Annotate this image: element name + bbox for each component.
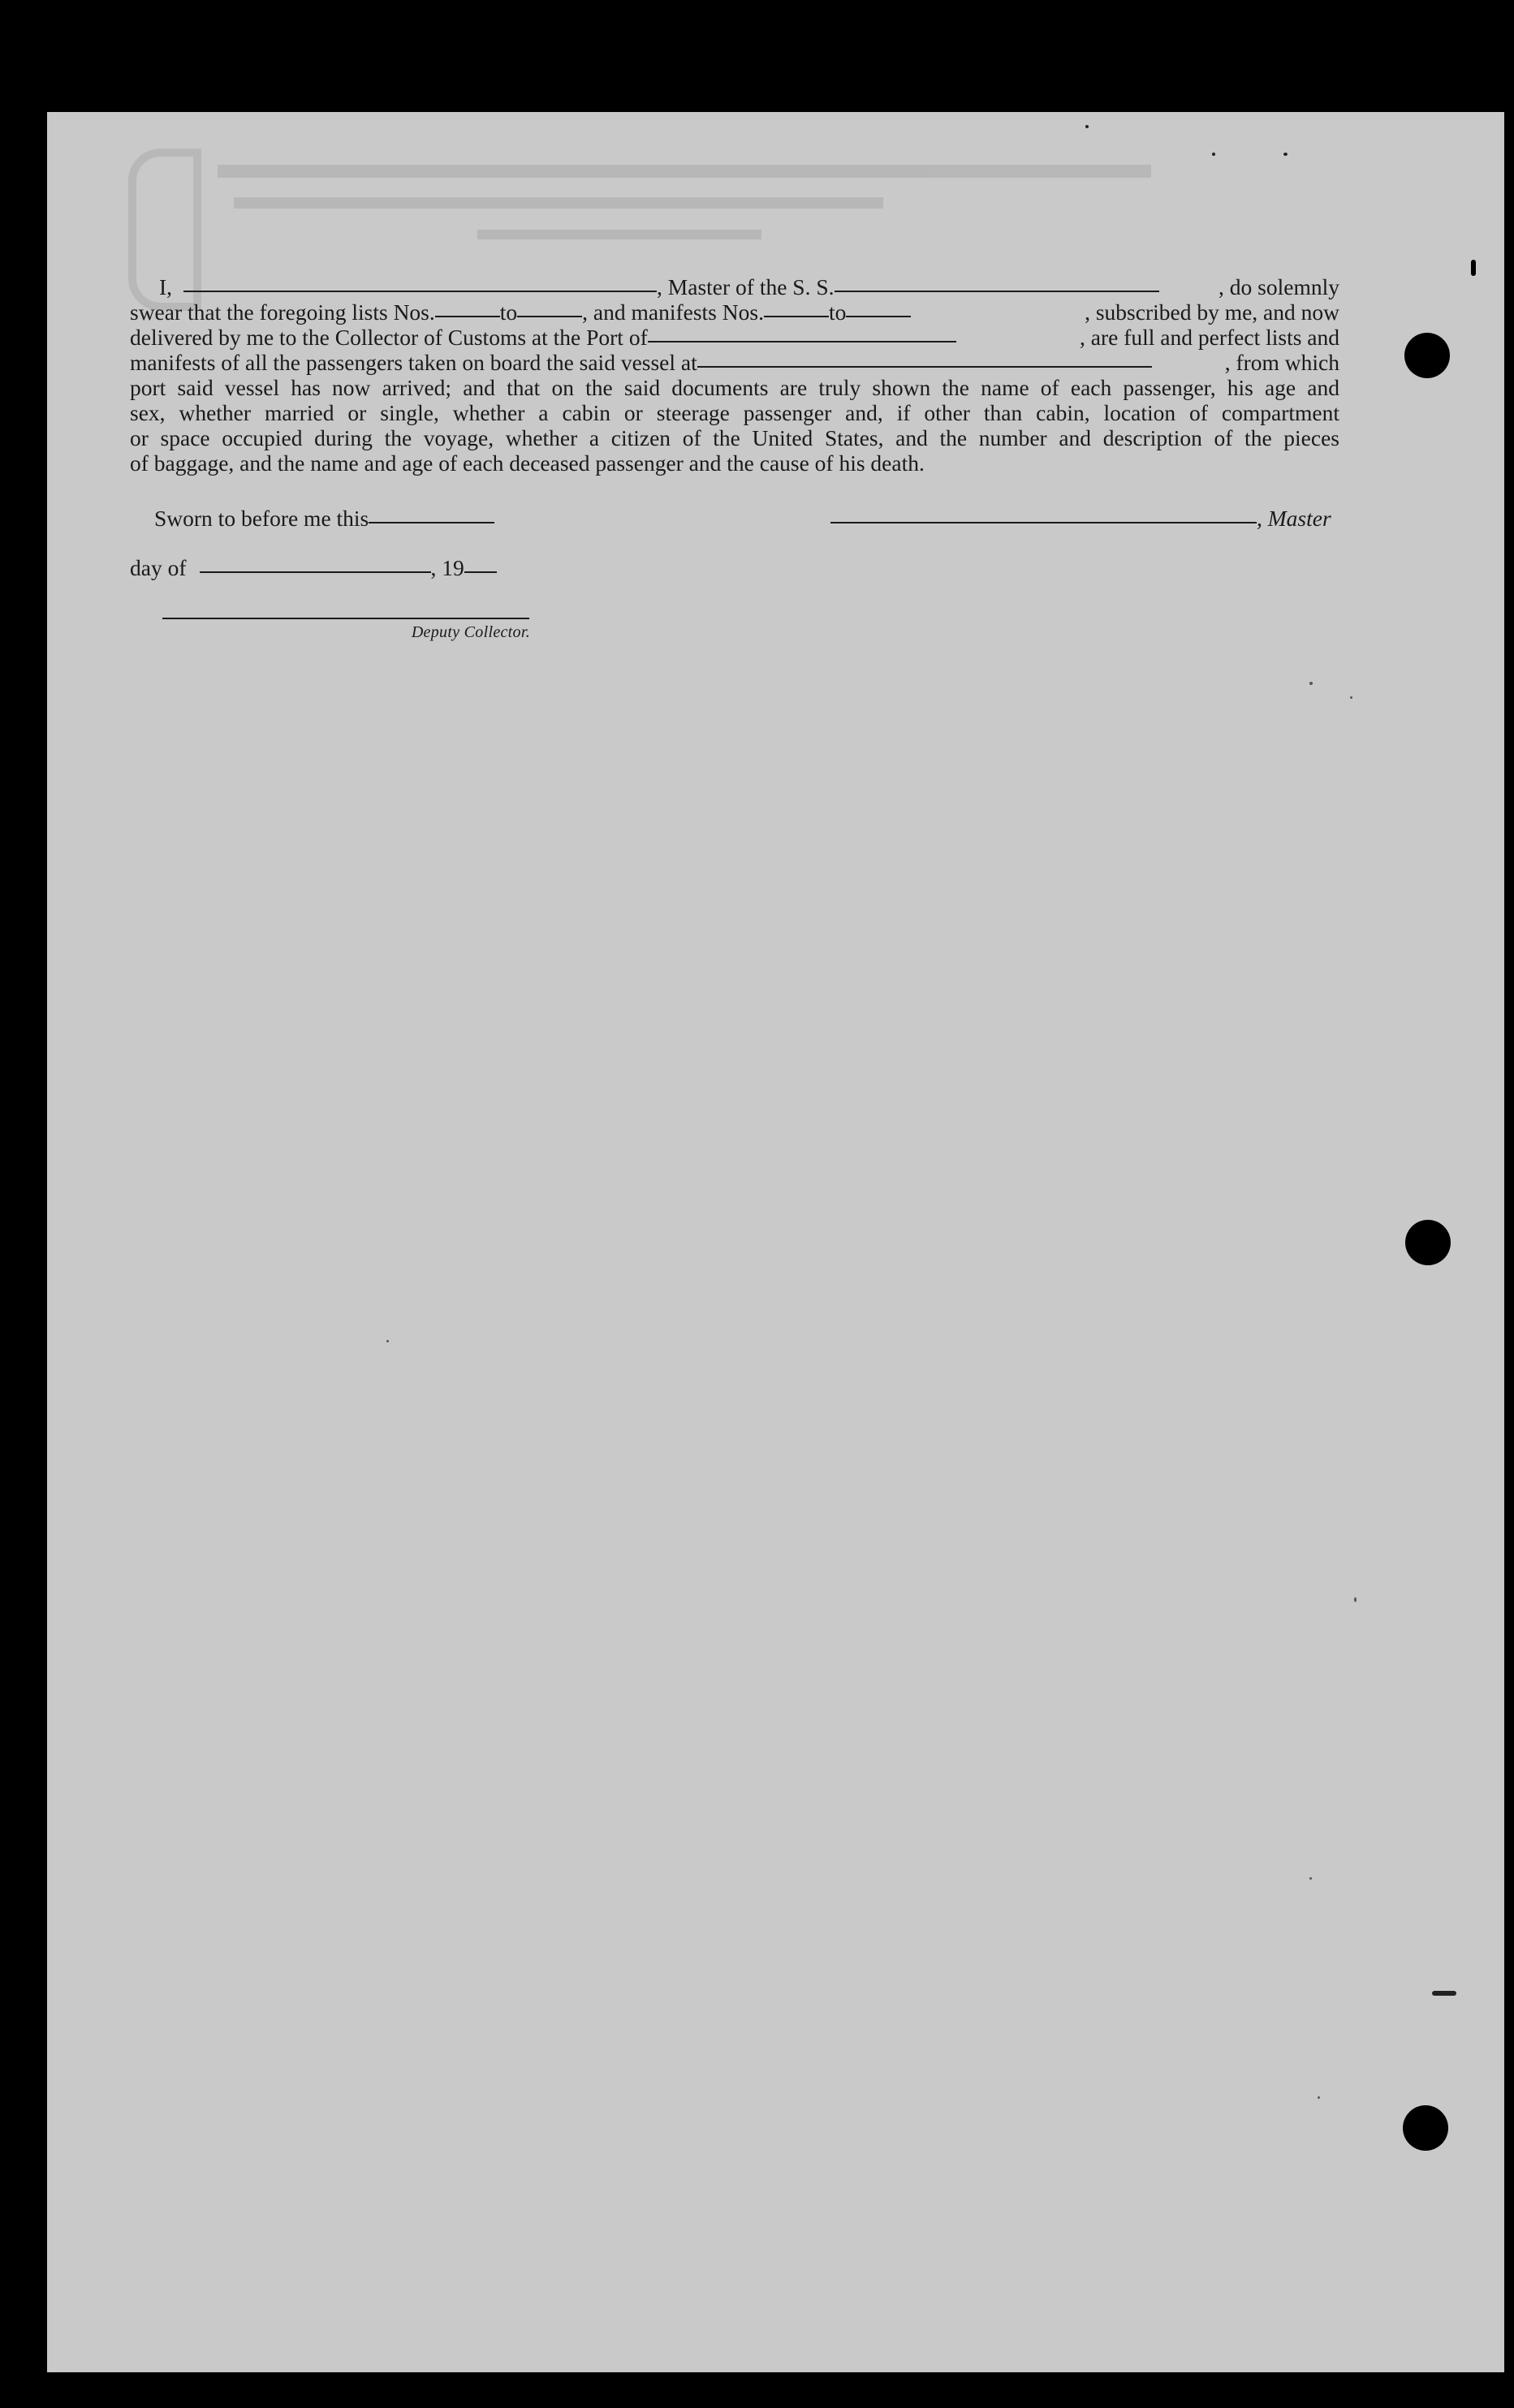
- manifests-from-blank: [764, 316, 829, 317]
- day-of-line: [130, 555, 497, 581]
- oath-line-6: sex, whether married or single, whether a cabin or steerage passenger and, if other than cabin, location of compartment: [130, 400, 1339, 425]
- edge-speck: [1471, 260, 1476, 276]
- edge-speck: [1212, 153, 1215, 156]
- sworn-day-blank: [369, 522, 494, 523]
- edge-speck: [1422, 349, 1442, 354]
- oath-text-port: delivered by me to the Collector of Customs at the Port of: [130, 325, 648, 350]
- oath-text-manifests: , and manifests Nos.: [582, 299, 764, 325]
- sworn-text: Sworn to before me this: [154, 506, 369, 531]
- oath-line-3: [130, 325, 1339, 350]
- master-signature: [830, 506, 1331, 532]
- dust-speck: [1318, 2096, 1320, 2099]
- lists-to-blank: [517, 316, 582, 317]
- oath-line-5: port said vessel has now arrived; and that on the said documents are truly shown the name of each passenger, his age and: [130, 375, 1339, 400]
- oath-text-subscribed: , subscribed by me, and now: [1085, 299, 1339, 325]
- edge-speck: [1283, 153, 1288, 156]
- master-suffix: , Master: [1257, 506, 1331, 531]
- sworn-statement: [154, 506, 494, 532]
- oath-text-to-2: to: [828, 299, 847, 325]
- dust-speck: [1350, 696, 1352, 699]
- oath-text-solemnly: , do solemnly: [1219, 274, 1339, 299]
- document-page: [47, 112, 1504, 2372]
- edge-speck: [1432, 1991, 1456, 1996]
- oath-text-from-which: , from which: [1224, 350, 1339, 375]
- punch-hole-bottom: [1403, 2105, 1448, 2151]
- ship-name-blank: [835, 291, 1159, 292]
- day-of-text: day of: [130, 555, 187, 580]
- dust-speck: [1309, 1877, 1312, 1880]
- year-text: , 19: [430, 555, 464, 580]
- dust-speck: [1354, 1597, 1357, 1602]
- departure-port-blank: [697, 366, 1152, 368]
- oath-line-2: [130, 299, 1339, 325]
- oath-text-full: , are full and perfect lists and: [1080, 325, 1339, 350]
- oath-text-to-1: to: [499, 299, 518, 325]
- edge-speck: [1085, 125, 1089, 128]
- oath-text-vessel-at: manifests of all the passengers taken on board the said vessel at: [130, 350, 697, 375]
- oath-line-8: of baggage, and the name and age of each deceased passenger and the cause of his death.: [130, 450, 925, 476]
- oath-text-master-of: , Master of the S. S.: [657, 274, 835, 299]
- month-blank: [200, 571, 431, 573]
- master-name-blank: [183, 291, 657, 292]
- oath-line-7: or space occupied during the voyage, whether a citizen of the United States, and the number and description of the pieces: [130, 425, 1339, 450]
- oath-text-i: I,: [159, 274, 173, 299]
- oath-text-lists: swear that the foregoing lists Nos.: [130, 299, 435, 325]
- oath-line-4: [130, 350, 1339, 375]
- deputy-collector-label: Deputy Collector.: [411, 623, 530, 641]
- dust-speck: [1309, 682, 1313, 685]
- deputy-collector-signature-line: [162, 618, 529, 619]
- oath-paragraph: [130, 274, 1339, 476]
- port-blank: [648, 341, 956, 342]
- lists-from-blank: [435, 316, 500, 317]
- dust-speck: [386, 1340, 389, 1342]
- master-signature-blank: [830, 522, 1257, 523]
- punch-hole-top: [1404, 333, 1450, 378]
- manifests-to-blank: [846, 316, 911, 317]
- year-blank: [464, 571, 497, 573]
- oath-line-1: [130, 274, 1339, 299]
- punch-hole-middle: [1405, 1220, 1451, 1265]
